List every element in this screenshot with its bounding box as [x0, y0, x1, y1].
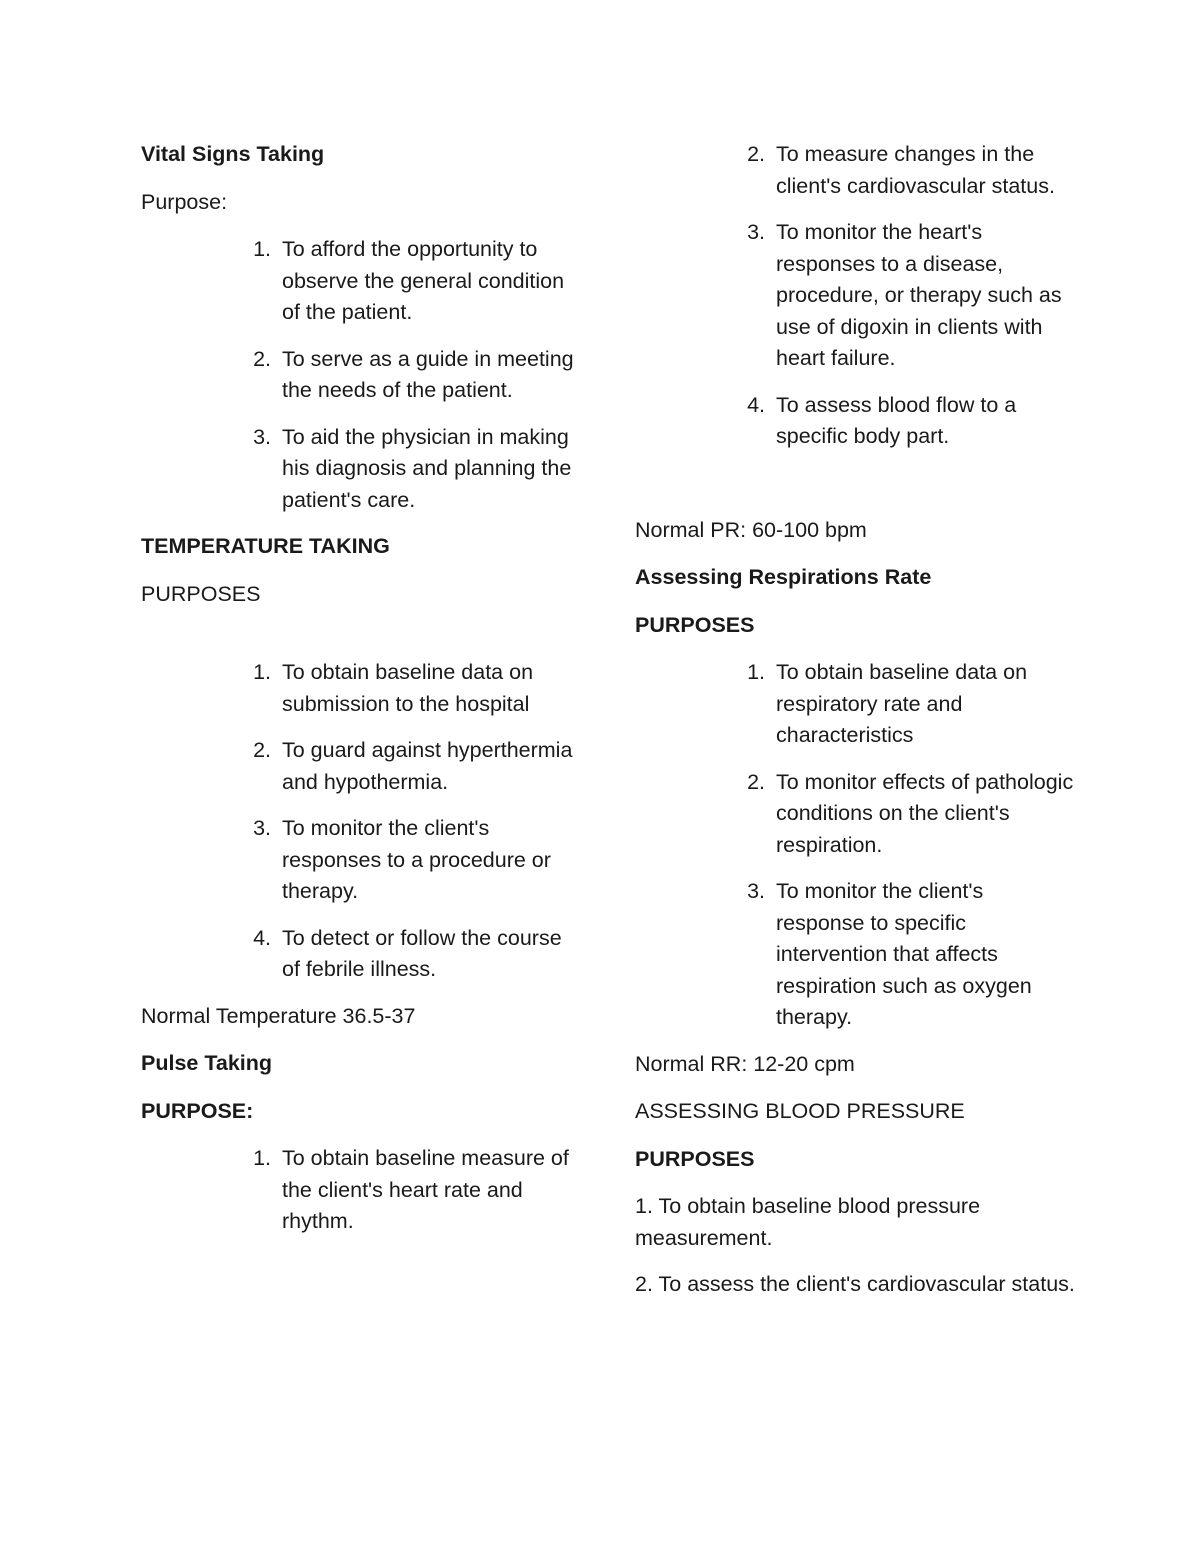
- temperature-title: TEMPERATURE TAKING: [141, 534, 390, 558]
- list-item: 2. To measure changes in the client's cardiovascular status.: [747, 142, 1055, 198]
- normal-respiration-rate: Normal RR: 12-20 cpm: [635, 1051, 855, 1076]
- list-item: 4. To assess blood flow to a specific body part.: [747, 392, 1017, 448]
- pulse-purpose-list-continued: [735, 139, 1075, 453]
- list-item: 4. To detect or follow the course of febrile illness.: [253, 925, 562, 981]
- respiration-purpose-list: [735, 657, 1075, 1034]
- list-item: 1. To afford the opportunity to observe the general condition of the patient.: [253, 237, 565, 324]
- list-item: 3. To monitor the heart's responses to a disease, procedure, or therapy such as use of digoxin in clients with heart failure.: [747, 220, 1062, 370]
- pulse-purpose-label: PURPOSE:: [141, 1098, 254, 1123]
- normal-temperature: Normal Temperature 36.5-37: [141, 1003, 416, 1028]
- list-item: 2. To serve as a guide in meeting the needs of the patient.: [253, 346, 574, 402]
- right-column: [635, 139, 1075, 1316]
- vital-purpose-list: [241, 234, 581, 516]
- left-column: [141, 139, 581, 1253]
- list-item: 2. To monitor effects of pathologic conditions on the client's respiration.: [747, 769, 1074, 857]
- spacer: [635, 468, 1075, 515]
- pulse-title: Pulse Taking: [141, 1051, 273, 1075]
- temperature-purpose-list: [241, 657, 581, 986]
- list-item: 1. To obtain baseline data on respiratory rate and characteristics: [747, 660, 1028, 747]
- list-item: 2. To guard against hyperthermia and hypothermia.: [253, 738, 573, 794]
- list-item: 3. To monitor the client's responses to a procedure or therapy.: [253, 816, 551, 903]
- temperature-purpose-label: PURPOSES: [141, 581, 261, 606]
- normal-pulse-rate: Normal PR: 60-100 bpm: [635, 517, 867, 542]
- spacer: [141, 610, 581, 657]
- pulse-purpose-list: [241, 1143, 581, 1238]
- list-item: 1. To obtain baseline data on submission to the hospital: [253, 660, 534, 716]
- respiration-title: Assessing Respirations Rate: [635, 565, 932, 589]
- vital-signs-title: Vital Signs Taking: [141, 142, 325, 166]
- blood-pressure-item: 1. To obtain baseline blood pressure measurement.: [635, 1194, 981, 1250]
- blood-pressure-item: 2. To assess the client's cardiovascular status.: [635, 1272, 1075, 1296]
- vital-purpose-label: Purpose:: [141, 189, 228, 214]
- list-item: 3. To aid the physician in making his diagnosis and planning the patient's care.: [253, 424, 572, 512]
- respiration-purpose-label: PURPOSES: [635, 612, 755, 637]
- blood-pressure-purpose-label: PURPOSES: [635, 1146, 755, 1171]
- list-item: 1. To obtain baseline measure of the client's heart rate and rhythm.: [253, 1146, 569, 1233]
- list-item: 3. To monitor the client's response to specific intervention that affects respiration such as oxygen therapy.: [747, 879, 1032, 1029]
- blood-pressure-title: ASSESSING BLOOD PRESSURE: [635, 1099, 965, 1123]
